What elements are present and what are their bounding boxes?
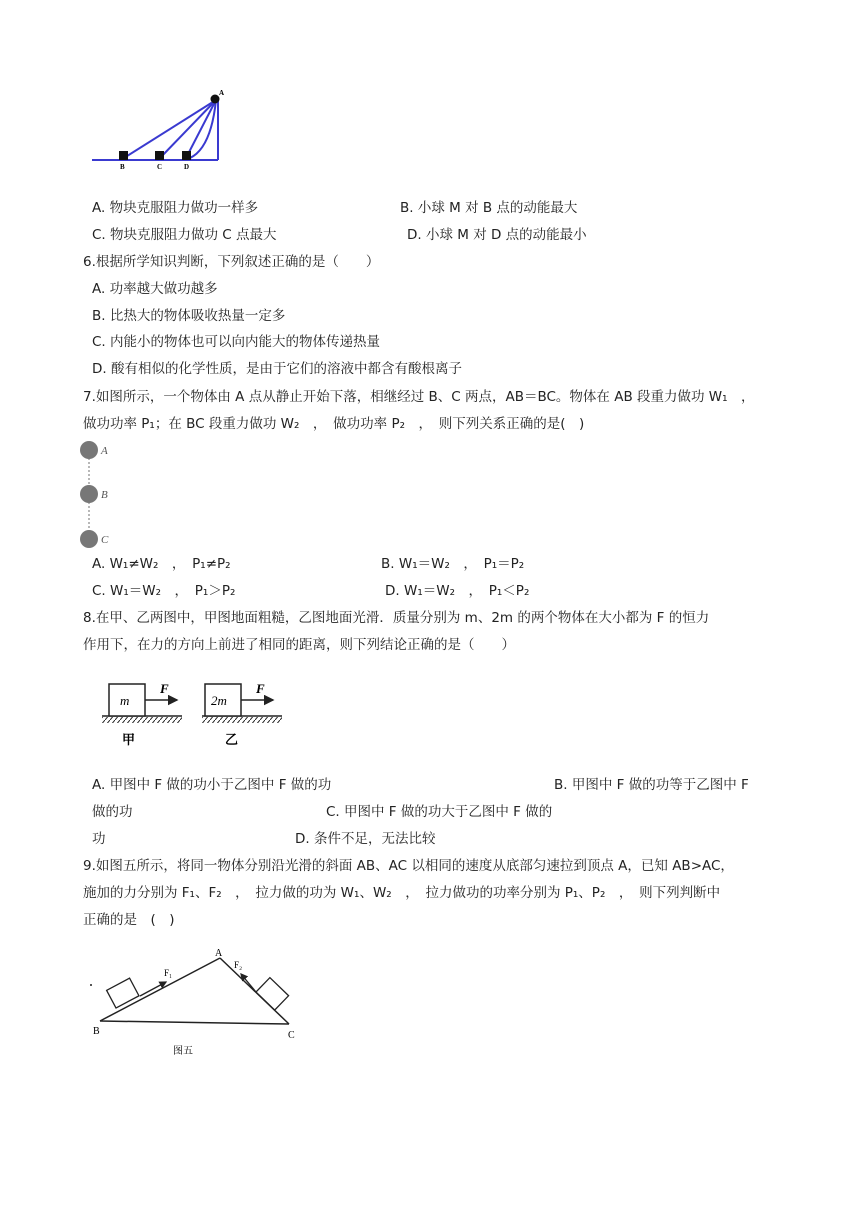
q7-option-c: C. W₁＝W₂ ， P₁＞P₂: [92, 583, 236, 599]
q5-figure: [86, 88, 236, 174]
q8-option-c: C. 甲图中 F 做的功大于乙图中 F 做的: [326, 804, 553, 820]
q5-option-b: B. 小球 M 对 B 点的动能最大: [400, 200, 578, 216]
q9-label-a: A: [215, 948, 223, 959]
q8-right-force: F: [256, 681, 265, 696]
q8-stem-line1: 8.在甲、乙两图中，甲图地面粗糙，乙图地面光滑．质量分别为 m、2m 的两个物体在大小都为 F 的恒力: [83, 610, 710, 626]
q6-option-b: B. 比热大的物体吸收热量一定多: [92, 308, 286, 324]
q8-figure: [100, 672, 290, 752]
q8-option-d: D. 条件不足，无法比较: [295, 831, 436, 847]
q7-option-b: B. W₁＝W₂ ， P₁＝P₂: [381, 556, 525, 572]
q8-left-mass: m: [120, 693, 130, 708]
q5-label-a: A: [219, 89, 225, 97]
q8-stem-line2: 作用下，在力的方向上前进了相同的距离，则下列结论正确的是（ ）: [83, 637, 515, 653]
q9-stem-line3: 正确的是 ( ): [83, 912, 175, 928]
q8-left-force: F: [160, 681, 169, 696]
q5-option-c: C. 物块克服阻力做功 C 点最大: [92, 227, 277, 243]
q8-right-mass: 2m: [211, 693, 227, 708]
q9-stem-line2: 施加的力分别为 F₁、F₂ ， 拉力做的功为 W₁、W₂ ， 拉力做功的功率分别为 P₁、P₂ ， 则下列判断中: [83, 885, 721, 901]
q7-option-d: D. W₁＝W₂ ， P₁＜P₂: [385, 583, 530, 599]
q7-label-c: C: [101, 534, 109, 546]
q9-label-f1: F₁: [164, 968, 173, 978]
q9-stem-line1: 9.如图五所示，将同一物体分别沿光滑的斜面 AB、AC 以相同的速度从底部匀速拉到顶点 A，已知 AB>AC，: [83, 858, 734, 874]
q6-stem: 6.根据所学知识判断，下列叙述正确的是（ ）: [83, 254, 380, 270]
q7-figure: [78, 440, 118, 548]
q8-right-caption: 乙: [225, 733, 239, 748]
q5-label-c: C: [157, 163, 163, 171]
q7-stem-line2: 做功功率 P₁；在 BC 段重力做功 W₂ ， 做功功率 P₂ ， 则下列关系正确的是( ): [83, 416, 585, 432]
q9-label-c: C: [288, 1030, 295, 1041]
q6-option-d: D. 酸有相似的化学性质，是由于它们的溶液中都含有酸根离子: [92, 361, 462, 377]
q7-label-a: A: [101, 445, 108, 457]
q8-option-c-cont: 功: [92, 831, 106, 847]
q9-figure: [86, 948, 306, 1068]
q5-option-a: A. 物块克服阻力做功一样多: [92, 200, 259, 216]
q6-option-c: C. 内能小的物体也可以向内能大的物体传递热量: [92, 334, 381, 350]
q5-option-d: D. 小球 M 对 D 点的动能最小: [407, 227, 587, 243]
q7-label-b: B: [101, 489, 108, 501]
q8-option-b: B. 甲图中 F 做的功等于乙图中 F: [554, 777, 749, 793]
q9-label-b: B: [93, 1026, 100, 1037]
q5-label-b: B: [120, 163, 125, 171]
q8-option-b-cont: 做的功: [92, 804, 133, 820]
q8-option-a: A. 甲图中 F 做的功小于乙图中 F 做的功: [92, 777, 332, 793]
q7-stem-line1: 7.如图所示，一个物体由 A 点从静止开始下落，相继经过 B、C 两点，AB＝BC。物体在 AB 段重力做功 W₁ ，: [83, 389, 755, 405]
q8-left-caption: 甲: [122, 733, 136, 748]
q9-label-f2: F₂: [234, 960, 243, 970]
q6-option-a: A. 功率越大做功越多: [92, 281, 218, 297]
q7-option-a: A. W₁≠W₂ ， P₁≠P₂: [92, 556, 231, 572]
q9-caption: 图五: [173, 1046, 193, 1057]
q5-label-d: D: [184, 163, 190, 171]
